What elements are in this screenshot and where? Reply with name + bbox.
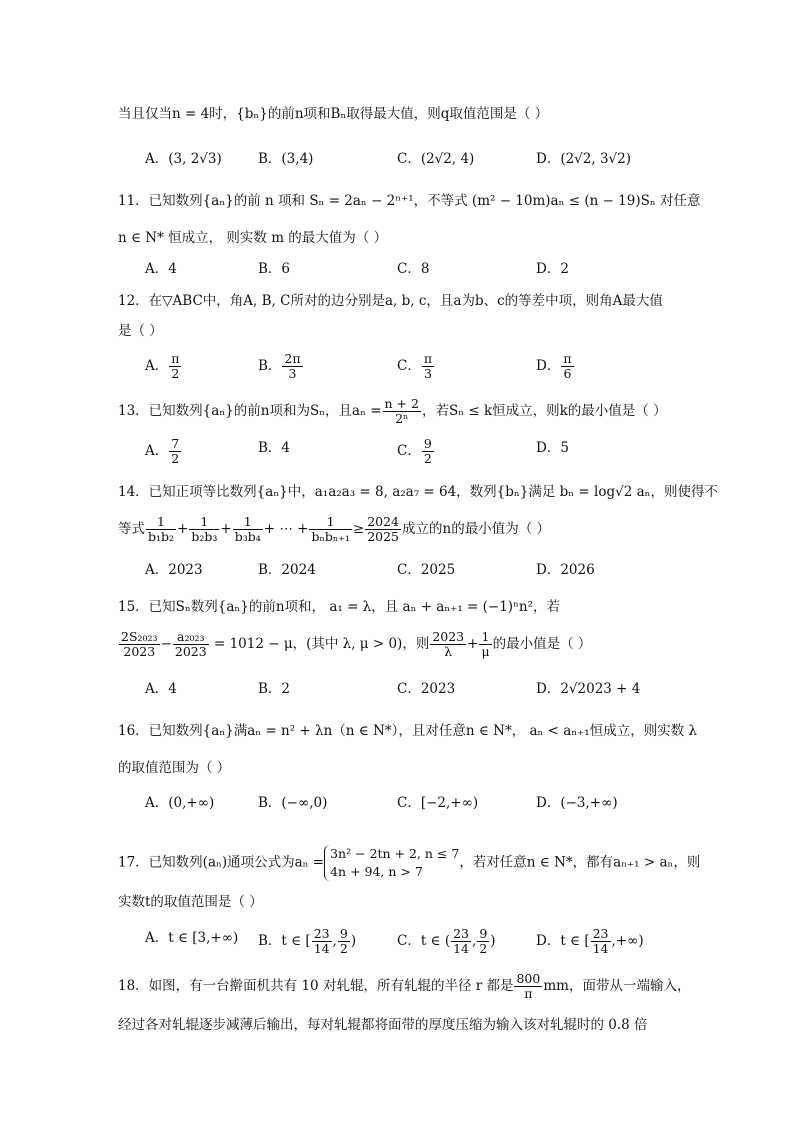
q13-option-d: D．5 — [536, 440, 569, 456]
q10-option-d: D．(2√2, 3√2) — [536, 151, 632, 167]
q15-stem-line1: 15．已知Sₙ数列{aₙ}的前n项和， a₁ = λ，且 aₙ + aₙ₊₁ = (−1)ⁿn²，若 — [118, 599, 561, 615]
q16-option-a: A．(0,+∞) — [145, 795, 215, 811]
q11-stem-line1: 11．已知数列{aₙ}的前 n 项和 Sₙ = 2aₙ − 2ⁿ⁺¹，不等式 (m² − 10m)aₙ ≤ (n − 19)Sₙ 对任意 — [118, 193, 701, 209]
q15-option-a: A．4 — [145, 681, 177, 697]
q13-option-a: A． $\frac{7}{2}$ — [145, 436, 180, 466]
q15-option-d: D．2√2023 + 4 — [536, 681, 641, 697]
q14-option-a: A．2023 — [145, 562, 203, 578]
q15-option-c: C．2023 — [397, 681, 456, 697]
q14-option-b: B．2024 — [258, 562, 316, 578]
q14-option-c: C．2025 — [397, 562, 456, 578]
q14-stem-line1: 14．已知正项等比数列{aₙ}中，a₁a₂a₃ = 8, a₂a₇ = 64，数列{bₙ}满足 bₙ = log√2 aₙ，则使得不 — [118, 484, 718, 500]
q11-option-c: C．8 — [397, 261, 430, 277]
q11-option-d: D．2 — [536, 261, 569, 277]
q17-piecewise: 3n² − 2tn + 2, n ≤ 7 4n + 94, n > 7 — [324, 845, 459, 881]
q14-option-d: D．2026 — [536, 562, 595, 578]
q15-option-b: B．2 — [258, 681, 291, 697]
q17-option-a: A．t ∈ [3,+∞) — [145, 930, 239, 946]
q10-option-b: B．(3,4) — [258, 151, 314, 167]
q16-option-c: C．[−2,+∞) — [397, 795, 479, 811]
q13-option-b: B．4 — [258, 440, 291, 456]
q10-option-c: C．(2√2, 4) — [397, 151, 475, 167]
q10-option-a: A．(3, 2√3) — [145, 151, 222, 167]
q12-option-c: C． $\frac{\pi}{3}$ — [397, 351, 433, 381]
q12-option-b: B． $\frac{2\pi}{3}$ — [258, 351, 301, 381]
q10-question-tail: 当且仅当n = 4时，{bₙ}的前n项和Bₙ取得最大值，则q取值范围是（ ） — [118, 106, 549, 122]
q18-stem-line2: 经过各对轧辊逐步减薄后输出，每对轧辊都将面带的厚度压缩为输入该对轧辊时的 0.8 倍 — [118, 1017, 648, 1033]
q16-option-b: B．(−∞,0) — [258, 795, 328, 811]
q18-stem-line1: 18．如图，有一台擀面机共有 10 对轧辊，所有轧辊的半径 r 都是 $\frac{800}{\pi}$ mm，面带从一端输入， — [118, 971, 691, 1001]
q12-stem-line2: 是（ ） — [118, 323, 163, 339]
q17-stem-line2: 实数t的取值范围是（ ） — [118, 894, 263, 910]
q17-stem: 17．已知数列(aₙ)通项公式为aₙ = 3n² − 2tn + 2, n ≤ 7 4n + 94, n > 7 ，若对任意n ∈ N*，都有aₙ₊₁ > aₙ，则 — [118, 846, 701, 879]
q12-option-d: D． $\frac{\pi}{6}$ — [536, 351, 572, 381]
q15-stem-line2: $\frac{\text{2S₂₀₂₃}}{2023}$ − $\frac{\text{a₂₀₂₃}}{2023}$ = 1012 − μ，(其中 λ, μ > 0)，则 $\frac{2023}{\lambda}$ + $\frac{1}{\mu}$ 的最小值是（ ） — [121, 629, 592, 659]
q13-option-c: C． $\frac{9}{2}$ — [397, 436, 432, 466]
q17-option-d: D．t ∈ [ $\frac{23}{14}$ ,+∞) — [536, 926, 644, 956]
q12-stem-line1: 12．在▽ABC中，角A, B, C所对的边分别是a, b, c，且a为b、c的等差中项，则角A最大值 — [118, 293, 663, 309]
q14-stem-line2: 等式 $\frac{1}{\text{b₁b₂}}$ + $\frac{1}{\text{b₂b₃}}$ + $\frac{1}{\text{b₃b₄}}$ + ⋯ + $\frac{1}{\text{bₙbₙ₊₁}}$ ≥ $\frac{2024}{2025}$ 成立的n的最小值为（ ） — [118, 514, 550, 544]
q17-option-b: B．t ∈ [ $\frac{23}{14}$ , $\frac{9}{2}$ ) — [258, 926, 357, 956]
q16-option-d: D．(−3,+∞) — [536, 795, 618, 811]
q11-option-b: B．6 — [258, 261, 291, 277]
q12-option-a: A． $\frac{\pi}{2}$ — [145, 351, 180, 381]
q11-option-a: A．4 — [145, 261, 177, 277]
q16-stem-line2: 的取值范围为（ ） — [118, 760, 231, 776]
q16-stem-line1: 16．已知数列{aₙ}满aₙ = n² + λn（n ∈ N*），且对任意n ∈ N*， aₙ < aₙ₊₁恒成立，则实数 λ — [118, 723, 698, 739]
q11-stem-line2: n ∈ N* 恒成立， 则实数 m 的最大值为（ ） — [118, 230, 388, 246]
q13-stem: 13．已知数列{aₙ}的前n项和为Sₙ，且aₙ = $\frac{n + 2}{\text{2ⁿ}}$ ，若Sₙ ≤ k恒成立，则k的最小值是（ ） — [118, 396, 667, 426]
q17-option-c: C．t ∈ ( $\frac{23}{14}$ , $\frac{9}{2}$ ) — [397, 926, 496, 956]
